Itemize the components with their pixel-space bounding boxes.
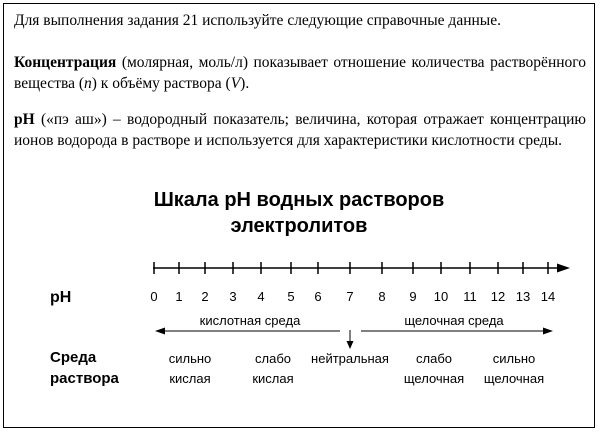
concentration-text-2: ) к объёму раствора (	[91, 75, 231, 92]
ph-tick-label: 7	[346, 289, 354, 304]
ph-tick-label: 10	[433, 289, 449, 304]
intro-sentence: Для выполнения задания 21 используйте следующие справочные данные.	[14, 12, 501, 29]
ph-tick-labels	[150, 289, 555, 304]
ph-tick-label: 3	[229, 289, 237, 304]
alkaline-arrowhead	[543, 328, 553, 335]
ph-term: pH	[14, 111, 35, 128]
concentration-text-1: (молярная, моль/л) показывает отношение количества растворённого вещества (	[14, 54, 586, 92]
ph-axis-label: pH	[50, 289, 72, 306]
ph-tick-label: 6	[314, 289, 322, 304]
medium-label-line-1: Среда	[50, 349, 97, 366]
ph-tick-label: 13	[515, 289, 531, 304]
medium-descriptors	[169, 351, 544, 386]
medium-descriptor-text: щелочная	[483, 371, 545, 386]
ph-axis-arrowhead	[557, 264, 570, 273]
ph-tick-label: 5	[287, 289, 295, 304]
ph-tick-label: 12	[490, 289, 506, 304]
ph-tick-label: 11	[463, 289, 477, 304]
medium-descriptor-text: слабо	[416, 351, 452, 366]
ph-tick-label: 8	[378, 289, 386, 304]
concentration-text-3: ).	[240, 75, 250, 92]
ph-tick-label: 1	[175, 289, 183, 304]
concentration-term: Концентрация	[14, 54, 117, 71]
acid-arrowhead	[155, 328, 165, 335]
reference-frame	[3, 3, 595, 428]
medium-descriptor-text: кислая	[169, 371, 211, 386]
medium-descriptor-text: нейтральная	[311, 351, 389, 366]
scale-title-line-2: электролитов	[230, 215, 368, 237]
ph-tick-label: 4	[257, 289, 265, 304]
v-variable: V	[230, 75, 241, 92]
neutral-marker-arrowhead	[347, 341, 354, 349]
ph-tick-label: 2	[201, 289, 209, 304]
medium-descriptor-text: сильно	[168, 351, 212, 366]
ph-tick-label: 14	[540, 289, 556, 304]
ph-tick-label: 9	[409, 289, 417, 304]
medium-descriptor-text: сильно	[492, 351, 536, 366]
scale-title-line-1: Шкала pH водных растворов	[153, 189, 445, 211]
acid-medium-label: кислотная среда	[199, 313, 301, 328]
ph-definition-text: («пэ аш») – водородный показатель; величина, которая отражает концентрацию ионов водорода в растворе и используется для характеристики кислотности среды.	[14, 111, 586, 149]
medium-descriptor-text: кислая	[252, 371, 294, 386]
medium-descriptor-text: слабо	[255, 351, 291, 366]
medium-descriptor-text: щелочная	[403, 371, 465, 386]
alkaline-medium-label: щелочная среда	[404, 313, 504, 328]
ph-scale-diagram	[4, 4, 596, 429]
medium-label-line-2: раствора	[50, 370, 119, 387]
ph-tick-label: 0	[150, 289, 158, 304]
n-variable: n	[84, 75, 92, 92]
